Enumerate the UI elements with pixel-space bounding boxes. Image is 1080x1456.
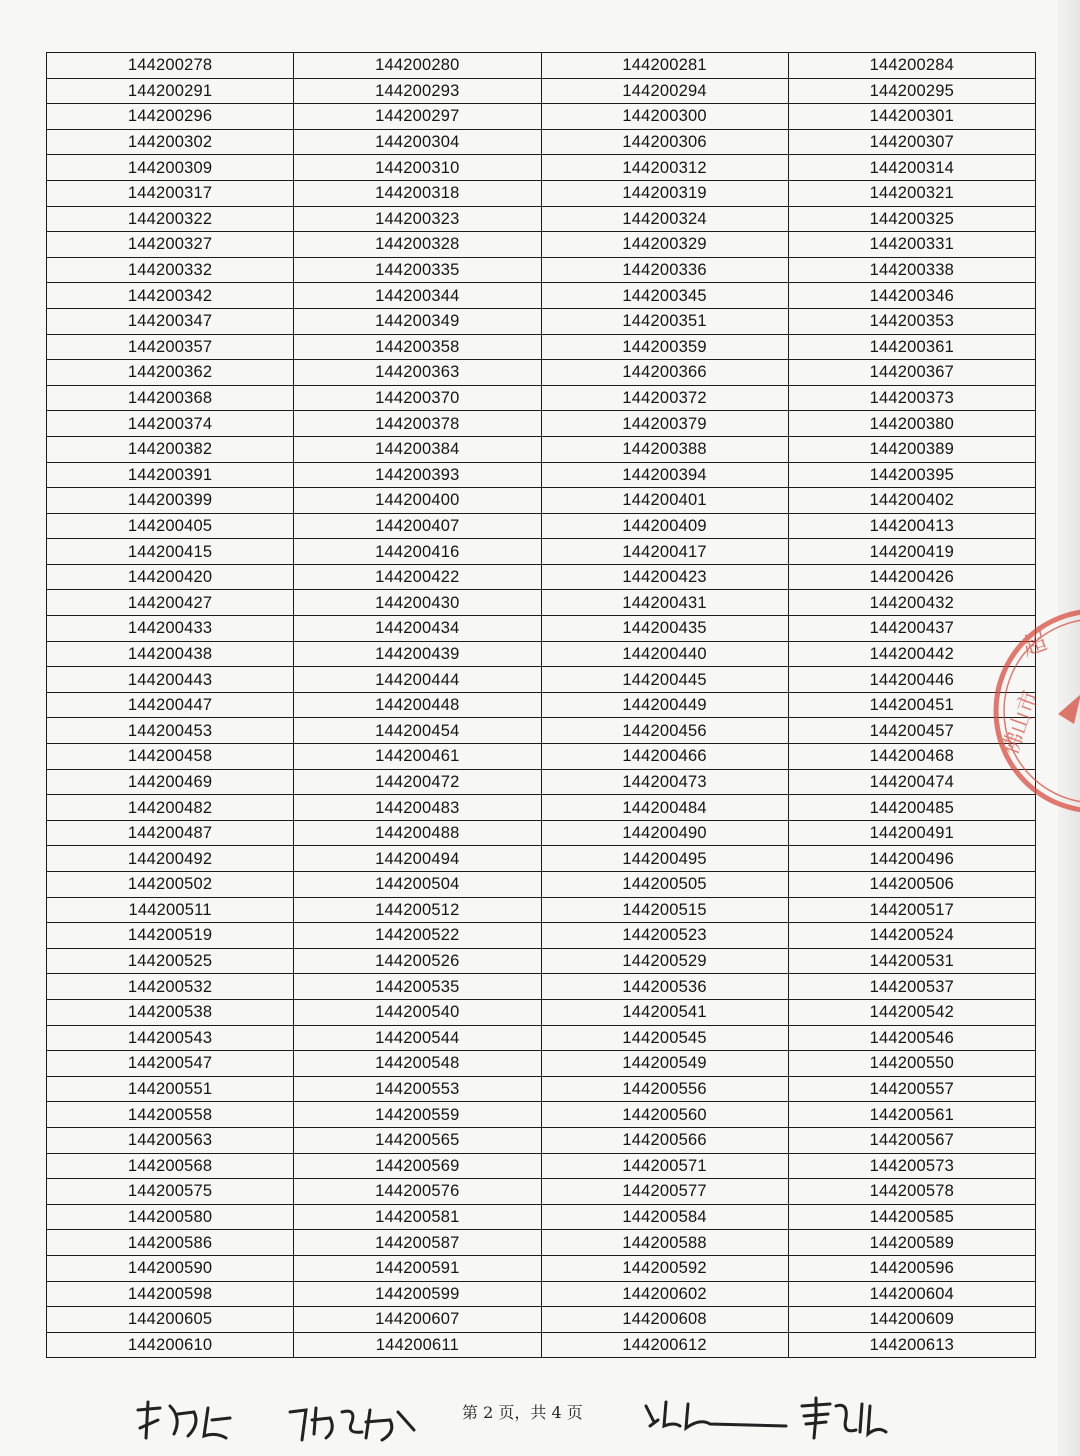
signature-3 xyxy=(640,1396,790,1436)
table-cell: 144200327 xyxy=(47,232,294,258)
table-row xyxy=(47,948,1036,974)
table-row xyxy=(47,1307,1036,1333)
table-cell: 144200454 xyxy=(294,718,541,744)
table-cell: 144200541 xyxy=(541,999,788,1025)
table-row xyxy=(47,232,1036,258)
table-cell: 144200367 xyxy=(788,360,1035,386)
table-cell: 144200566 xyxy=(541,1127,788,1153)
table-cell: 144200485 xyxy=(788,795,1035,821)
svg-text:佛山市: 佛山市 xyxy=(998,687,1045,759)
table-cell: 144200453 xyxy=(47,718,294,744)
table-row xyxy=(47,513,1036,539)
table-cell: 144200519 xyxy=(47,923,294,949)
page-footer xyxy=(0,1394,1080,1454)
table-cell: 144200523 xyxy=(541,923,788,949)
table-cell: 144200461 xyxy=(294,744,541,770)
table-cell: 144200409 xyxy=(541,513,788,539)
table-cell: 144200466 xyxy=(541,744,788,770)
table-cell: 144200526 xyxy=(294,948,541,974)
table-row xyxy=(47,308,1036,334)
table-row xyxy=(47,590,1036,616)
table-cell: 144200328 xyxy=(294,232,541,258)
table-cell: 144200590 xyxy=(47,1255,294,1281)
table-cell: 144200317 xyxy=(47,180,294,206)
table-cell: 144200482 xyxy=(47,795,294,821)
table-cell: 144200592 xyxy=(541,1255,788,1281)
table-cell: 144200304 xyxy=(294,129,541,155)
table-cell: 144200415 xyxy=(47,539,294,565)
table-cell: 144200359 xyxy=(541,334,788,360)
table-row xyxy=(47,769,1036,795)
table-cell: 144200442 xyxy=(788,641,1035,667)
table-cell: 144200587 xyxy=(294,1230,541,1256)
signature-2 xyxy=(286,1400,426,1446)
table-cell: 144200325 xyxy=(788,206,1035,232)
table-cell: 144200434 xyxy=(294,616,541,642)
table-cell: 144200550 xyxy=(788,1051,1035,1077)
table-cell: 144200380 xyxy=(788,411,1035,437)
table-row xyxy=(47,462,1036,488)
table-cell: 144200532 xyxy=(47,974,294,1000)
table-cell: 144200353 xyxy=(788,308,1035,334)
table-cell: 144200378 xyxy=(294,411,541,437)
table-cell: 144200535 xyxy=(294,974,541,1000)
table-cell: 144200605 xyxy=(47,1307,294,1333)
table-cell: 144200494 xyxy=(294,846,541,872)
table-cell: 144200280 xyxy=(294,53,541,79)
table-cell: 144200546 xyxy=(788,1025,1035,1051)
table-cell: 144200430 xyxy=(294,590,541,616)
table-cell: 144200344 xyxy=(294,283,541,309)
signature-4 xyxy=(796,1396,896,1442)
table-cell: 144200578 xyxy=(788,1179,1035,1205)
table-row xyxy=(47,974,1036,1000)
table-cell: 144200457 xyxy=(788,718,1035,744)
table-cell: 144200599 xyxy=(294,1281,541,1307)
page-indicator: 第 2 页，共 4 页 xyxy=(462,1403,583,1422)
table-cell: 144200511 xyxy=(47,897,294,923)
table-cell: 144200427 xyxy=(47,590,294,616)
table-cell: 144200374 xyxy=(47,411,294,437)
table-cell: 144200447 xyxy=(47,692,294,718)
table-cell: 144200372 xyxy=(541,385,788,411)
table-cell: 144200345 xyxy=(541,283,788,309)
table-cell: 144200538 xyxy=(47,999,294,1025)
table-cell: 144200361 xyxy=(788,334,1035,360)
id-table xyxy=(46,52,1036,1358)
table-cell: 144200422 xyxy=(294,564,541,590)
table-row xyxy=(47,999,1036,1025)
table-cell: 144200291 xyxy=(47,78,294,104)
table-cell: 144200505 xyxy=(541,872,788,898)
table-cell: 144200473 xyxy=(541,769,788,795)
table-cell: 144200284 xyxy=(788,53,1035,79)
table-cell: 144200443 xyxy=(47,667,294,693)
table-cell: 144200357 xyxy=(47,334,294,360)
table-cell: 144200545 xyxy=(541,1025,788,1051)
table-row xyxy=(47,436,1036,462)
table-cell: 144200420 xyxy=(47,564,294,590)
table-cell: 144200435 xyxy=(541,616,788,642)
table-cell: 144200417 xyxy=(541,539,788,565)
table-cell: 144200358 xyxy=(294,334,541,360)
table-cell: 144200537 xyxy=(788,974,1035,1000)
table-cell: 144200433 xyxy=(47,616,294,642)
table-cell: 144200515 xyxy=(541,897,788,923)
table-cell: 144200318 xyxy=(294,180,541,206)
table-row xyxy=(47,180,1036,206)
table-row xyxy=(47,718,1036,744)
table-row xyxy=(47,692,1036,718)
table-row xyxy=(47,616,1036,642)
table-cell: 144200307 xyxy=(788,129,1035,155)
table-row xyxy=(47,897,1036,923)
table-row xyxy=(47,744,1036,770)
table-cell: 144200384 xyxy=(294,436,541,462)
table-cell: 144200300 xyxy=(541,104,788,130)
table-cell: 144200611 xyxy=(294,1332,541,1358)
table-cell: 144200591 xyxy=(294,1255,541,1281)
table-cell: 144200580 xyxy=(47,1204,294,1230)
svg-text:超: 超 xyxy=(1018,627,1051,662)
table-cell: 144200319 xyxy=(541,180,788,206)
table-row xyxy=(47,820,1036,846)
table-row xyxy=(47,360,1036,386)
table-cell: 144200468 xyxy=(788,744,1035,770)
table-cell: 144200584 xyxy=(541,1204,788,1230)
table-cell: 144200402 xyxy=(788,488,1035,514)
table-cell: 144200488 xyxy=(294,820,541,846)
table-cell: 144200314 xyxy=(788,155,1035,181)
table-cell: 144200586 xyxy=(47,1230,294,1256)
table-cell: 144200439 xyxy=(294,641,541,667)
table-cell: 144200512 xyxy=(294,897,541,923)
table-cell: 144200440 xyxy=(541,641,788,667)
table-row xyxy=(47,78,1036,104)
table-cell: 144200557 xyxy=(788,1076,1035,1102)
table-cell: 144200395 xyxy=(788,462,1035,488)
table-cell: 144200540 xyxy=(294,999,541,1025)
table-cell: 144200565 xyxy=(294,1127,541,1153)
table-cell: 144200278 xyxy=(47,53,294,79)
table-cell: 144200612 xyxy=(541,1332,788,1358)
table-cell: 144200536 xyxy=(541,974,788,1000)
table-row xyxy=(47,1076,1036,1102)
table-cell: 144200448 xyxy=(294,692,541,718)
table-cell: 144200362 xyxy=(47,360,294,386)
table-cell: 144200451 xyxy=(788,692,1035,718)
table-cell: 144200389 xyxy=(788,436,1035,462)
table-cell: 144200393 xyxy=(294,462,541,488)
table-cell: 144200522 xyxy=(294,923,541,949)
table-cell: 144200342 xyxy=(47,283,294,309)
table-cell: 144200431 xyxy=(541,590,788,616)
table-row xyxy=(47,155,1036,181)
id-table-body xyxy=(47,53,1036,1358)
table-cell: 144200444 xyxy=(294,667,541,693)
table-cell: 144200338 xyxy=(788,257,1035,283)
table-cell: 144200368 xyxy=(47,385,294,411)
table-cell: 144200576 xyxy=(294,1179,541,1205)
table-row xyxy=(47,539,1036,565)
table-row xyxy=(47,1204,1036,1230)
table-row xyxy=(47,872,1036,898)
table-cell: 144200529 xyxy=(541,948,788,974)
table-cell: 144200483 xyxy=(294,795,541,821)
table-cell: 144200581 xyxy=(294,1204,541,1230)
table-row xyxy=(47,488,1036,514)
table-cell: 144200295 xyxy=(788,78,1035,104)
table-cell: 144200306 xyxy=(541,129,788,155)
table-cell: 144200492 xyxy=(47,846,294,872)
table-row xyxy=(47,104,1036,130)
table-cell: 144200547 xyxy=(47,1051,294,1077)
table-row xyxy=(47,641,1036,667)
table-cell: 144200458 xyxy=(47,744,294,770)
table-row xyxy=(47,1025,1036,1051)
table-row xyxy=(47,129,1036,155)
table-cell: 144200293 xyxy=(294,78,541,104)
table-cell: 144200559 xyxy=(294,1102,541,1128)
table-row xyxy=(47,385,1036,411)
table-cell: 144200610 xyxy=(47,1332,294,1358)
table-cell: 144200504 xyxy=(294,872,541,898)
table-cell: 144200551 xyxy=(47,1076,294,1102)
table-cell: 144200531 xyxy=(788,948,1035,974)
table-row xyxy=(47,846,1036,872)
table-row xyxy=(47,923,1036,949)
table-row xyxy=(47,1102,1036,1128)
table-cell: 144200399 xyxy=(47,488,294,514)
table-row xyxy=(47,1255,1036,1281)
table-cell: 144200588 xyxy=(541,1230,788,1256)
table-cell: 144200544 xyxy=(294,1025,541,1051)
table-cell: 144200323 xyxy=(294,206,541,232)
table-cell: 144200363 xyxy=(294,360,541,386)
table-cell: 144200472 xyxy=(294,769,541,795)
table-cell: 144200563 xyxy=(47,1127,294,1153)
table-cell: 144200608 xyxy=(541,1307,788,1333)
table-cell: 144200484 xyxy=(541,795,788,821)
table-cell: 144200321 xyxy=(788,180,1035,206)
table-cell: 144200297 xyxy=(294,104,541,130)
table-cell: 144200604 xyxy=(788,1281,1035,1307)
table-cell: 144200506 xyxy=(788,872,1035,898)
table-cell: 144200596 xyxy=(788,1255,1035,1281)
table-row xyxy=(47,1179,1036,1205)
table-cell: 144200577 xyxy=(541,1179,788,1205)
table-cell: 144200332 xyxy=(47,257,294,283)
table-row xyxy=(47,1281,1036,1307)
table-cell: 144200456 xyxy=(541,718,788,744)
table-cell: 144200609 xyxy=(788,1307,1035,1333)
table-row xyxy=(47,1230,1036,1256)
table-cell: 144200310 xyxy=(294,155,541,181)
table-cell: 144200302 xyxy=(47,129,294,155)
table-cell: 144200366 xyxy=(541,360,788,386)
table-cell: 144200301 xyxy=(788,104,1035,130)
table-cell: 144200469 xyxy=(47,769,294,795)
table-cell: 144200561 xyxy=(788,1102,1035,1128)
signature-1 xyxy=(130,1398,240,1444)
table-cell: 144200573 xyxy=(788,1153,1035,1179)
table-cell: 144200351 xyxy=(541,308,788,334)
table-cell: 144200438 xyxy=(47,641,294,667)
table-cell: 144200346 xyxy=(788,283,1035,309)
table-cell: 144200575 xyxy=(47,1179,294,1205)
table-cell: 144200416 xyxy=(294,539,541,565)
table-cell: 144200491 xyxy=(788,820,1035,846)
table-cell: 144200312 xyxy=(541,155,788,181)
table-cell: 144200336 xyxy=(541,257,788,283)
table-cell: 144200542 xyxy=(788,999,1035,1025)
table-cell: 144200567 xyxy=(788,1127,1035,1153)
table-cell: 144200585 xyxy=(788,1204,1035,1230)
table-cell: 144200382 xyxy=(47,436,294,462)
table-cell: 144200568 xyxy=(47,1153,294,1179)
document-sheet xyxy=(46,52,1036,1358)
table-row xyxy=(47,411,1036,437)
table-cell: 144200602 xyxy=(541,1281,788,1307)
table-cell: 144200589 xyxy=(788,1230,1035,1256)
table-cell: 144200281 xyxy=(541,53,788,79)
table-cell: 144200391 xyxy=(47,462,294,488)
table-cell: 144200569 xyxy=(294,1153,541,1179)
table-cell: 144200347 xyxy=(47,308,294,334)
table-cell: 144200560 xyxy=(541,1102,788,1128)
table-cell: 144200370 xyxy=(294,385,541,411)
table-cell: 144200490 xyxy=(541,820,788,846)
table-cell: 144200517 xyxy=(788,897,1035,923)
table-cell: 144200413 xyxy=(788,513,1035,539)
table-row xyxy=(47,206,1036,232)
table-row xyxy=(47,53,1036,79)
table-row xyxy=(47,1127,1036,1153)
table-cell: 144200437 xyxy=(788,616,1035,642)
table-cell: 144200558 xyxy=(47,1102,294,1128)
table-cell: 144200432 xyxy=(788,590,1035,616)
table-cell: 144200446 xyxy=(788,667,1035,693)
table-cell: 144200401 xyxy=(541,488,788,514)
table-cell: 144200423 xyxy=(541,564,788,590)
table-cell: 144200549 xyxy=(541,1051,788,1077)
table-cell: 144200496 xyxy=(788,846,1035,872)
table-row xyxy=(47,1153,1036,1179)
table-cell: 144200405 xyxy=(47,513,294,539)
table-row xyxy=(47,667,1036,693)
official-seal-stamp xyxy=(986,596,1080,826)
table-row xyxy=(47,334,1036,360)
table-row xyxy=(47,795,1036,821)
table-cell: 144200543 xyxy=(47,1025,294,1051)
table-cell: 144200487 xyxy=(47,820,294,846)
table-cell: 144200474 xyxy=(788,769,1035,795)
table-cell: 144200331 xyxy=(788,232,1035,258)
table-cell: 144200598 xyxy=(47,1281,294,1307)
table-cell: 144200553 xyxy=(294,1076,541,1102)
table-cell: 144200548 xyxy=(294,1051,541,1077)
table-cell: 144200419 xyxy=(788,539,1035,565)
table-row xyxy=(47,283,1036,309)
table-cell: 144200607 xyxy=(294,1307,541,1333)
table-cell: 144200524 xyxy=(788,923,1035,949)
table-cell: 144200613 xyxy=(788,1332,1035,1358)
table-cell: 144200294 xyxy=(541,78,788,104)
table-row xyxy=(47,564,1036,590)
table-cell: 144200426 xyxy=(788,564,1035,590)
table-cell: 144200388 xyxy=(541,436,788,462)
table-cell: 144200379 xyxy=(541,411,788,437)
table-cell: 144200296 xyxy=(47,104,294,130)
table-cell: 144200322 xyxy=(47,206,294,232)
table-cell: 144200349 xyxy=(294,308,541,334)
table-row xyxy=(47,1051,1036,1077)
table-cell: 144200571 xyxy=(541,1153,788,1179)
table-cell: 144200449 xyxy=(541,692,788,718)
table-cell: 144200324 xyxy=(541,206,788,232)
table-cell: 144200400 xyxy=(294,488,541,514)
table-cell: 144200556 xyxy=(541,1076,788,1102)
table-cell: 144200309 xyxy=(47,155,294,181)
table-cell: 144200394 xyxy=(541,462,788,488)
table-row xyxy=(47,1332,1036,1358)
table-cell: 144200373 xyxy=(788,385,1035,411)
table-cell: 144200495 xyxy=(541,846,788,872)
table-cell: 144200525 xyxy=(47,948,294,974)
table-cell: 144200407 xyxy=(294,513,541,539)
table-cell: 144200329 xyxy=(541,232,788,258)
table-cell: 144200445 xyxy=(541,667,788,693)
table-row xyxy=(47,257,1036,283)
table-cell: 144200502 xyxy=(47,872,294,898)
table-cell: 144200335 xyxy=(294,257,541,283)
